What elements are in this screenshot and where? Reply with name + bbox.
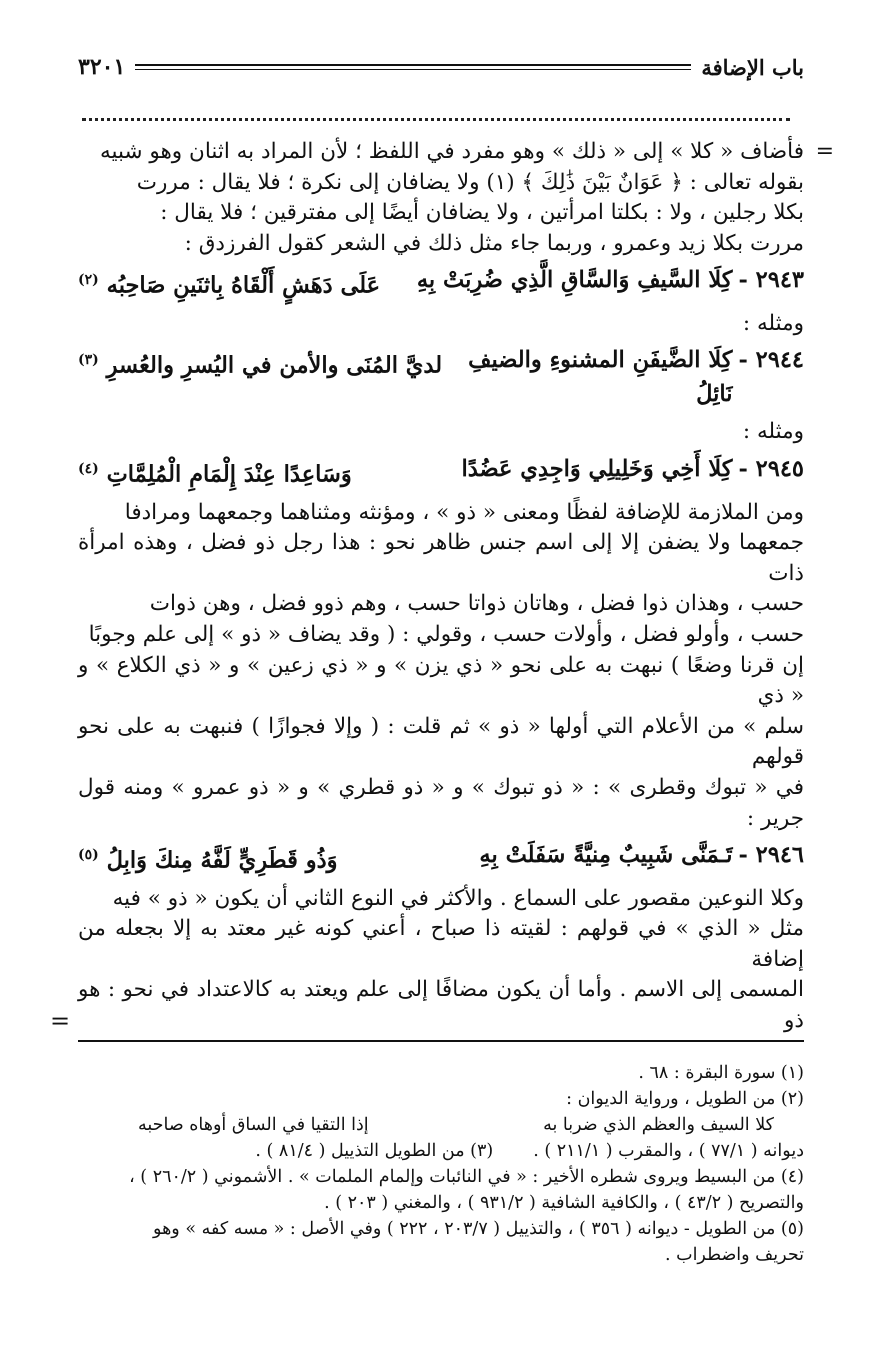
verse-hemistich-2: وَذُو قَطَرِيٍّ لَفَّهُ مِنكَ وَابِلُ $^{(٥)}$ [78, 847, 338, 874]
chapter-title: باب الإضافة [701, 54, 804, 80]
paragraph-line: ومن الملازمة للإضافة لفظًا ومعنى « ذو » ، ومؤنثه ومثناهما وجمعهما ومرادفا [124, 499, 804, 525]
footnote-row [78, 1138, 804, 1164]
mithluhu-label: ومثله : [742, 310, 804, 336]
verse-hemistich-1: تَـمَنَّى شَبِيبٌ مِنيَّةً سَفَلَتْ بِهِ [479, 842, 733, 869]
footnotes [78, 1060, 804, 1268]
page-header [78, 50, 804, 84]
verse-hemistich-2: عَلَى دَهَشٍ أَلْقَاهُ بِاثنَينِ صَاحِبُه $^{(٢)}$ [78, 272, 381, 299]
footnote-4-cont: والتصريح ( ٤٣/٢ ) ، والكافية الشافية ( ٩٣١/٢ ) ، والمغني ( ٢٠٣ ) . [324, 1192, 804, 1213]
paragraph-line: المسمى إلى الاسم . وأما أن يكون مضافًا إلى علم ويعتد به كالاعتداد في نحو : هو ذو = [78, 975, 804, 1041]
footnote-verse-h1: كلا السيف والعظم الذي ضربا به [543, 1114, 774, 1135]
page-number: ٣٢٠١ [78, 54, 126, 80]
verse-hemistich-2: وَسَاعِدًا عِنْدَ إِلْمَامِ الْمُلِمَّاتِ $^{(٤)}$ [78, 461, 352, 488]
mithluhu-label: ومثله : [742, 419, 804, 445]
footnote-2: (٢) من الطويل ، ورواية الديوان : [566, 1088, 804, 1109]
poetry-verse [78, 263, 804, 303]
verse-number: ٢٩٤٣ - [738, 267, 804, 294]
verse-number: ٢٩٤٤ - [738, 347, 804, 374]
book-page [50, 50, 834, 1268]
paragraph-line: بقوله تعالى : ﴿ عَوَانٌ بَيْنَ ذَٰلِكَ ﴾ (١) ولا يضافان إلى نكرة ؛ فلا يقال : مررت [136, 169, 804, 195]
verse-hemistich-1: كِلَا أَخِي وَخَلِيلِي وَاجِدِي عَضُدًا [461, 456, 733, 483]
footnote-5: (٥) من الطويل - ديوانه ( ٣٥٦ ) ، والتذييل ( ٢٠٣/٧ ، ٢٢٢ ) وفي الأصل : « مسه كفه » وهو [153, 1218, 804, 1239]
paragraph-line: حسب ، وهذان ذوا فضل ، وهاتان ذواتا حسب ، وهم ذوو فضل ، وهن ذوات [149, 591, 804, 617]
paragraph-line: بكلا رجلين ، ولا : بكلتا امرأتين ، ولا يضافان أيضًا إلى مفترقين ؛ فلا يقال : [160, 200, 804, 226]
footnote-verse-h2: إذا التقيا في الساق أوهاه صاحبه [138, 1114, 369, 1135]
continuation-mark: = [815, 139, 834, 164]
verse-hemistich-1: كِلَا الضَّيفَنِ المشنوءِ والضيفِ نَائِلُ [468, 347, 733, 408]
poetry-verse [78, 452, 804, 492]
footnote-ref: (٤) [78, 461, 99, 478]
dotted-separator [82, 118, 790, 131]
footnote-ref: (٣) [78, 352, 99, 369]
verse-number: ٢٩٤٥ - [738, 456, 804, 483]
footnote-4: (٤) من البسيط ويروى شطره الأخير : « في النائبات وإلمام الملمات » . الأشموني ( ٢٦٠/٢ ) ، [129, 1166, 804, 1187]
paragraph-line: جمعهما ولا يضفن إلا إلى اسم جنس ظاهر نحو : هذا رجل ذو فضل ، وهذه امرأة ذات [78, 530, 804, 586]
footnote-verse [78, 1112, 804, 1138]
poetry-verse [78, 838, 804, 878]
footnote-1: (١) سورة البقرة : ٦٨ . [638, 1062, 804, 1083]
paragraph-line: مررت بكلا زيد وعمرو ، وربما جاء مثل ذلك في الشعر كقول الفرزدق : [184, 230, 804, 256]
header-rule [135, 64, 691, 70]
paragraph-line: في « تبوك وقطرى » : « ذو تبوك » و « ذو قطري » و « ذو عمرو » ومنه قول جرير : [78, 774, 804, 831]
paragraph-line: = فأضاف « كلا » إلى « ذلك » وهو مفرد في اللفظ ؛ لأن المراد به اثنان وهو شبيه [78, 137, 804, 168]
footnote-ref: (٢) [78, 272, 99, 289]
paragraph-line: إن قرنا وضعًا ) نبهت به على نحو « ذي يزن » و « ذي زعين » و « ذي الكلاع » و « ذي [78, 652, 804, 709]
footnote-5-cont: تحريف واضطراب . [664, 1244, 804, 1265]
paragraph-line: حسب ، وأولو فضل ، وأولات حسب ، وقولي : ( وقد يضاف « ذو » إلى علم وجوبًا [88, 621, 804, 647]
verse-number: ٢٩٤٦ - [738, 842, 804, 869]
verse-hemistich-1: كِلَا السَّيفِ وَالسَّاقِ الَّذِي ضُرِبَتْ بِهِ [416, 267, 733, 294]
continuation-mark-end: = [50, 1006, 71, 1035]
paragraph-line: مثل « الذي » في قولهم : لقيته ذا صباح ، أعني كونه غير معتد به إلا بجعله من إضافة [78, 916, 804, 972]
verse-hemistich-2: لديَّ المُنَى والأمن في اليُسرِ والعُسرِ $^{(٣)}$ [78, 352, 443, 379]
footnote-ref: (٥) [78, 847, 99, 864]
footnote-3: (٣) من الطويل التذييل ( ٨١/٤ ) . [255, 1140, 494, 1161]
paragraph-line: وكلا النوعين مقصور على السماع . والأكثر في النوع الثاني أن يكون « ذو » فيه [112, 885, 804, 911]
paragraph-line: سلم » من الأعلام التي أولها « ذو » ثم قلت : ( وإلا فجوازًا ) فنبهت به على نحو قولهم [78, 713, 804, 770]
poetry-verse [78, 343, 804, 411]
main-text [50, 137, 834, 1042]
footnote-2-source: ديوانه ( ٧٧/١ ) ، والمقرب ( ٢١١/١ ) . [533, 1140, 804, 1161]
